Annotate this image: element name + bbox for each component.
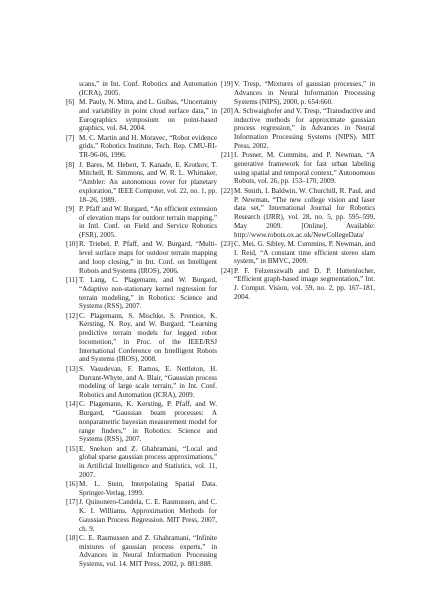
reference-number: [17] [66, 498, 78, 507]
reference-item [221, 267, 375, 302]
reference-text: M. L. Stein, Interpolating Spatial Data. Springer-Verlag, 1999. [79, 480, 217, 498]
reference-text: M. C. Martin and H. Moravec, “Robot evidence grids,” Robotics Institute, Tech. Rep. CMU-RI-TR-96-06, 1996. [79, 133, 217, 160]
reference-text: M. Pauly, N. Mitra, and L. Guibas, “Uncertainty and variability in point cloud surface data,” in Eurographics symposium on point-based graphics, vol. 84, 2004. [79, 98, 217, 133]
reference-number: [14] [66, 400, 78, 409]
reference-number: [19] [221, 80, 233, 88]
reference-item [221, 107, 375, 151]
reference-text: S. Vasudevan, F. Ramos, E. Nettleton, H. Durrant-Whyte, and A. Blair, “Gaussian process modeling of large scale terrain,” in Int. Conf. Robotics and Automation (ICRA), 2009. [79, 364, 217, 399]
reference-number: [15] [66, 444, 78, 453]
reference-item [66, 400, 217, 444]
reference-number: [22] [221, 186, 233, 195]
reference-text: R. Triebel, P. Pfaff, and W. Burgard, “Multi-level surface maps for outdoor terrain mapping and loop closing,” in Int. Conf. on Intelligent Robots and Systems (IROS), 2006. [79, 240, 217, 275]
reference-item [66, 134, 217, 160]
reference-text: T. Lang, C. Plagemann, and W. Burgard, “Adaptive non-stationary kernel regression for terrain modeling,” in Robotics: Science and Systems (RSS), 2007. [79, 276, 217, 311]
reference-number: [7] [66, 133, 75, 142]
reference-number: [24] [221, 266, 233, 275]
reference-number: [20] [221, 106, 233, 115]
reference-number: [23] [221, 239, 233, 248]
reference-item [66, 98, 217, 133]
references-left-column [66, 80, 217, 570]
reference-text: V. Tresp, “Mixtures of gaussian processes,” in Advances in Neural Information Processing Systems (NIPS), 2000, p. 654:660. [234, 80, 375, 106]
reference-text: I. Posner, M. Cummins, and P. Newman, “A generative framework for fast urban labeling using spatial and temporal context,” Autonomous Robots, vol. 26, pp. 153–170, 2009. [234, 151, 375, 186]
reference-item [66, 276, 217, 311]
reference-text: C. E. Rasmussen and Z. Ghahramani, “Infinite mixtures of gaussian process experts,” in Advances in Neural Information Processing Systems, vol. 14. MIT Press, 2002, p. 881:888. [79, 533, 217, 569]
references-right-column [221, 80, 375, 302]
reference-text: P. F. Felzenszwalb and D. P. Huttenlocher, “Efficient graph-based image segmentation,” Int. J. Comput. Vision, vol. 59, no. 2, pp. 167–181, 2004. [234, 266, 375, 301]
reference-text: scans,” in Int. Conf. Robotics and Automation (ICRA), 2005. [79, 80, 217, 97]
reference-number: [6] [66, 98, 75, 107]
reference-item [221, 240, 375, 266]
reference-item [66, 205, 217, 240]
reference-number: [12] [66, 311, 78, 320]
reference-item [66, 365, 217, 400]
reference-item [66, 480, 217, 498]
reference-text: J. Bares, M. Hebert, T. Kanade, E. Krotkov, T. Mitchell, R. Simmons, and W. R. L. Whittaker, “Ambler: An autonomous rover for planetary exploration,” IEEE Computer, vol. 22, no. 1, pp. 18–26, 1989. [79, 160, 217, 204]
reference-number: [10] [66, 240, 78, 249]
reference-item [66, 445, 217, 480]
reference-text: J. Quinonero-Candela, C. E. Rasmussen, and C. K. I. Williams, Approximation Methods for Gaussian Process Regression. MIT Press, 2007, ch. 9. [79, 498, 217, 533]
reference-text: C. Plagemann, S. Mischke, S. Prentice, K. Kersting, N. Roy, and W. Burgard, “Learning predictive terrain models for legged robot locomotion,” in Proc. of the IEEE/RSJ International Conference on Intelligent Robots and Systems (IROS), 2008. [79, 311, 217, 364]
reference-item [66, 534, 217, 569]
reference-number: [11] [66, 276, 78, 285]
reference-number: [18] [66, 533, 78, 542]
reference-item [66, 240, 217, 275]
reference-item [66, 312, 217, 365]
reference-number: [16] [66, 480, 78, 489]
reference-item [221, 151, 375, 186]
reference-item [66, 161, 217, 205]
reference-item [221, 187, 375, 240]
reference-text: P. Pfaff and W. Burgard, “An efficient extension of elevation maps for outdoor terrain mapping,” in Intl. Conf. on Field and Service Robotics (FSR), 2005. [79, 204, 217, 240]
reference-text: C. Plagemann, K. Kersting, P. Pfaff, and W. Burgard, “Gaussian beam processes: A nonparametric bayesian measurement model for range finders,” in Robotics: Science and Systems (RSS), 2007. [79, 400, 217, 444]
reference-text: C. Mei, G. Sibley, M. Cummins, P. Newman, and I. Reid, “A constant time efficient stereo slam system,” in BMVC, 2009. [234, 239, 375, 266]
reference-number: [8] [66, 160, 75, 169]
reference-item [66, 80, 217, 98]
reference-number: [13] [66, 364, 78, 373]
reference-number: [9] [66, 204, 75, 213]
reference-item [221, 80, 375, 106]
reference-number: [21] [221, 151, 233, 160]
reference-text: A. Schwaighofer and V. Tresp, “Transductive and inductive methods for approximate gaussian process regression,” in Advances in Neural Information Processing Systems (NIPS). MIT Press, 2002. [234, 106, 375, 150]
reference-text: M. Smith, I. Baldwin, W. Churchill, R. Paul, and P. Newman, “The new college vision and laser data set,” International Journal for Robotics Research (IJRR), vol. 28, no. 5, pp. 595–599, May 2009. [Online]. Available: http://www.robots.ox.ac.uk/NewCollegeData/ [234, 186, 375, 239]
reference-item [66, 498, 217, 533]
reference-text: E. Snelson and Z. Ghahramani, “Local and global sparse gaussian process approximations,” in Artificial Intelligence and Statistics, vol. 11, 2007. [79, 444, 217, 479]
